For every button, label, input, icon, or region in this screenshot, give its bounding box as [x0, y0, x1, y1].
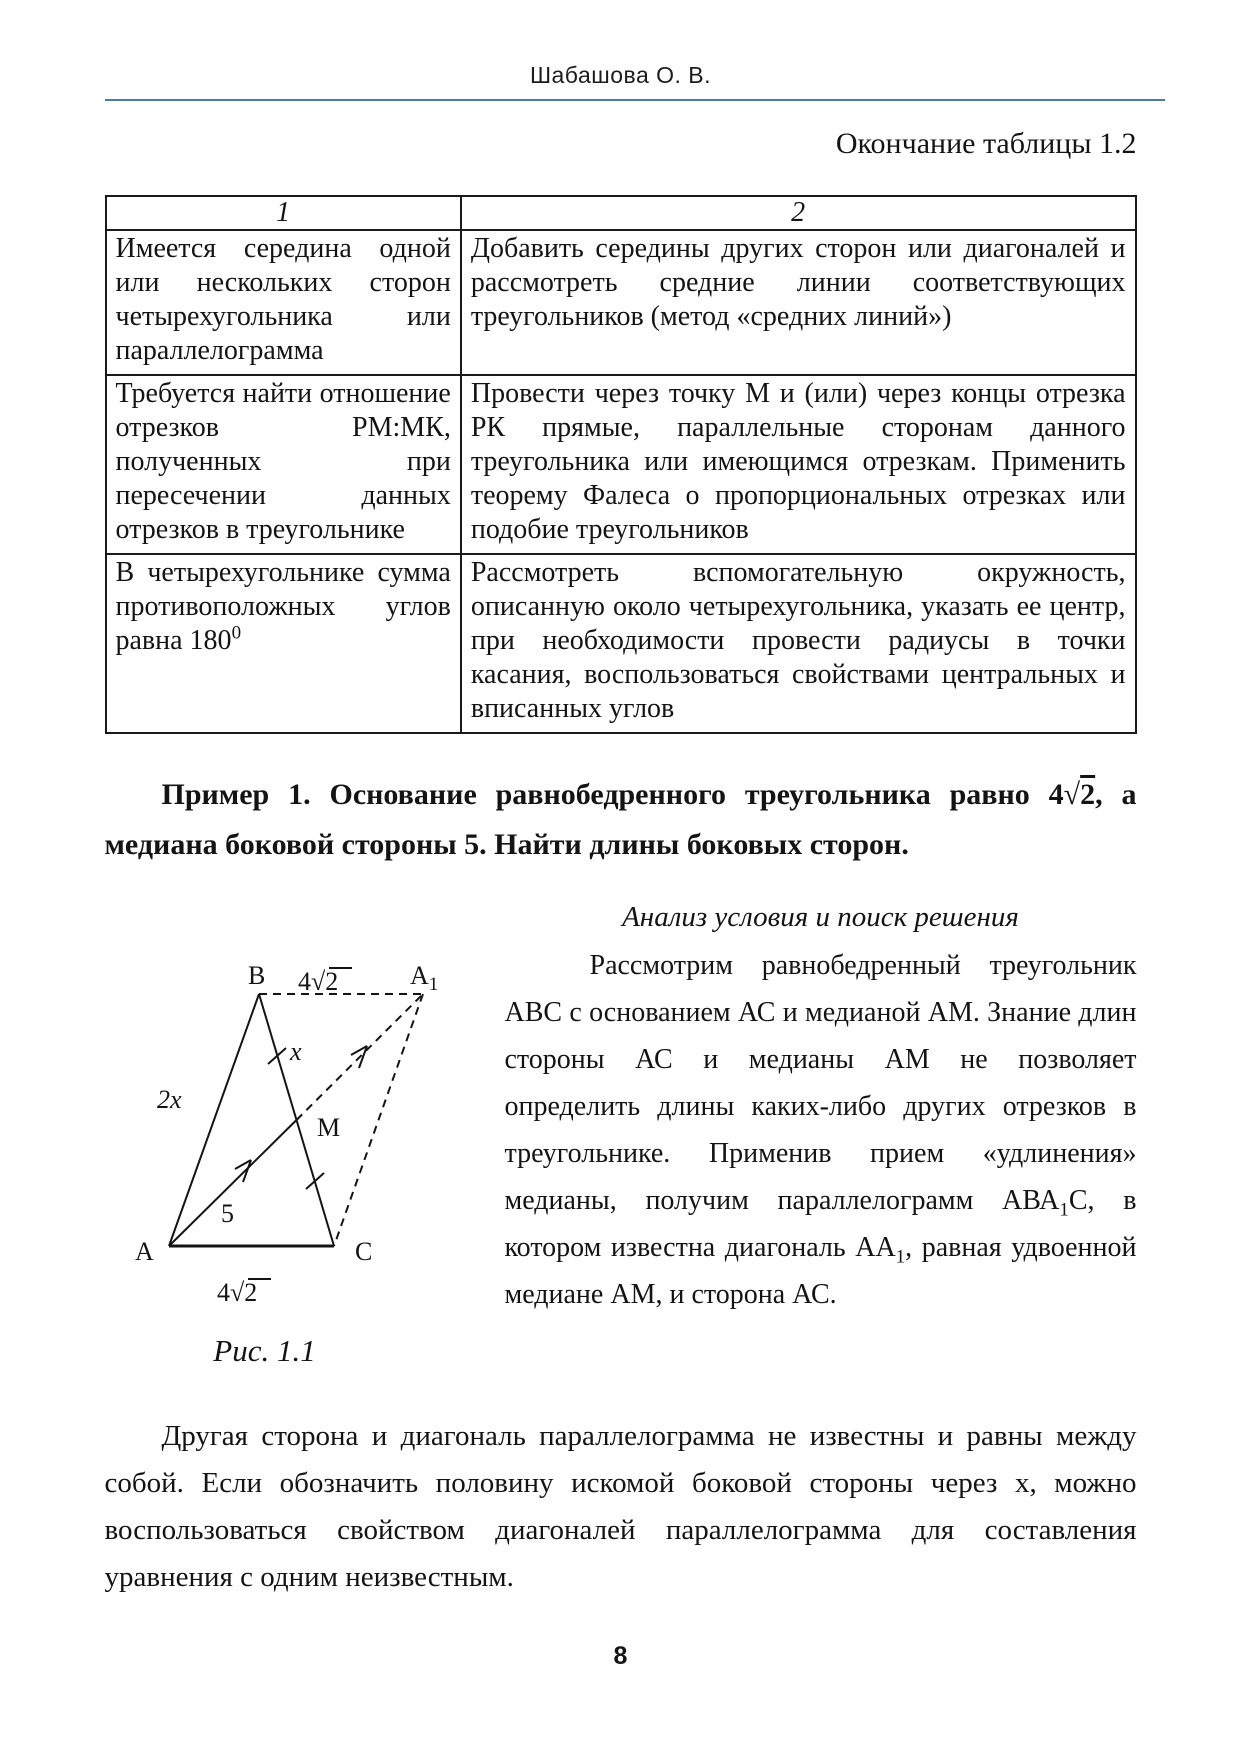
figure-label-top-length: 4√2 [297, 967, 338, 996]
radicand: 2 [1080, 778, 1096, 811]
example-text: , а медиана боковой стороны 5. Найти длины боковых сторон. [104, 778, 1137, 861]
table-cell: Добавить середины других сторон или диагоналей и рассмотреть средние линии соответствующих треугольников (метод «средних линий») [461, 230, 1136, 375]
figure-label-A: A [134, 1237, 154, 1266]
analysis-text: С, в котором известна диагональ АА [504, 1185, 1137, 1263]
tick-BM [268, 1048, 286, 1064]
figure-label-B: B [247, 961, 265, 990]
figure-label-2x: 2x [156, 1085, 182, 1114]
cell-text: В четырехугольнике сумма противоположных углов равна 180 [115, 557, 451, 656]
methods-table [105, 195, 1137, 734]
table-cell: Имеется середина одной или нескольких сторон четырехугольника или параллелограмма [106, 230, 461, 375]
figure-1-1-diagram [105, 942, 465, 1314]
page-number: 8 [613, 1642, 628, 1670]
table-header-row [106, 196, 1136, 230]
analysis-text: , равная удвоенной медиане АМ, и сторона АС. [504, 1232, 1137, 1310]
analysis-heading: Анализ условия и поиск решения [622, 901, 1019, 933]
tick-MC [306, 1173, 324, 1189]
subscript: 1 [895, 1246, 906, 1268]
figure-label-x: x [289, 1037, 302, 1066]
table-row [106, 230, 1136, 375]
side-AB [169, 994, 259, 1246]
table-cell: Рассмотреть вспомогательную окружность, описанную около четырехугольника, указать ее центр, при необходимости провести радиусы в точки касания, воспользоваться свойствами центральных и вписанных углов [461, 554, 1136, 733]
analysis-paragraph [505, 942, 1137, 1318]
table-cell: Требуется найти отношение отрезков РМ:МК, полученных при пересечении данных отрезков в треугольнике [106, 375, 461, 554]
closing-paragraph: Другая сторона и диагональ параллелограмма не известны и равны между собой. Если обозначить половину искомой боковой стороны через х, можно воспользоваться свойством диагоналей параллелограмма для составления уравнения с одним неизвестным. [104, 1420, 1137, 1593]
figure-label-C: C [354, 1237, 372, 1266]
table-header-col2: 2 [461, 196, 1136, 230]
figure-column [105, 900, 505, 1369]
example-text: Пример 1. Основание равнобедренного треугольника равно 4 [161, 778, 1064, 811]
table-caption: Окончание таблицы 1.2 [835, 127, 1137, 160]
degree-superscript: 0 [231, 622, 242, 644]
figure-label-A1: $A_1$ [409, 961, 438, 995]
subscript: 1 [1059, 1199, 1069, 1221]
figure-label-bottom-length: 4√2 [216, 1278, 257, 1307]
segment-MA1-dashed [296, 994, 423, 1120]
segment-A1C-dashed [334, 994, 423, 1246]
table-row [106, 375, 1136, 554]
figure-caption: Рис. 1.1 [213, 1333, 316, 1368]
figure-label-5: 5 [220, 1199, 234, 1228]
example-1-statement [105, 770, 1137, 870]
analysis-column [505, 900, 1137, 1369]
figure-label-M: M [316, 1113, 340, 1142]
running-head-author: Шабашова О. В. [529, 62, 712, 88]
radical-sign: √ [1063, 778, 1081, 811]
header-rule [105, 99, 1165, 101]
table-row [106, 554, 1136, 733]
table-cell [106, 554, 461, 733]
table-cell: Провести через точку М и (или) через концы отрезка РК прямые, параллельные сторонам данного треугольника или имеющимся отрезкам. Применить теорему Фалеса о пропорциональных отрезках или подобие треугольников [461, 375, 1136, 554]
table-header-col1: 1 [106, 196, 461, 230]
analysis-text: Рассмотрим равнобедренный треугольник АВС с основанием АС и медианой АМ. Знание длин стороны АС и медианы АМ не позволяет определить длины каких-либо других отрезков в треугольнике. Применив прием «удлинения» медианы, получим параллелограмм АВА [504, 950, 1137, 1216]
